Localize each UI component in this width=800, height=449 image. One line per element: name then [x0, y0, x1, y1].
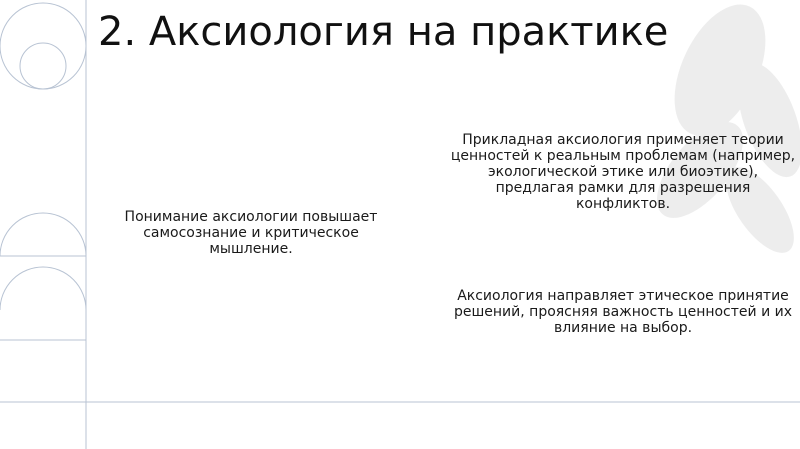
paragraph-self-awareness: Понимание аксиологии повышает самосознание и критическое мышление. [124, 209, 378, 257]
deco-circle-small [20, 43, 66, 89]
deco-arch-upper [0, 213, 86, 256]
deco-circle-large [0, 3, 86, 89]
deco-arch-lower [0, 267, 86, 310]
paragraph-applied-axiology: Прикладная аксиология применяет теории ценностей к реальным проблемам (например, экологической этике или биоэтике), предлагая рамки для разрешения конфликтов. [450, 132, 796, 212]
slide-title: 2. Аксиология на практике [98, 9, 669, 55]
paragraph-ethical-decisions: Аксиология направляет этическое принятие решений, проясняя важность ценностей и их влияние на выбор. [453, 288, 793, 336]
